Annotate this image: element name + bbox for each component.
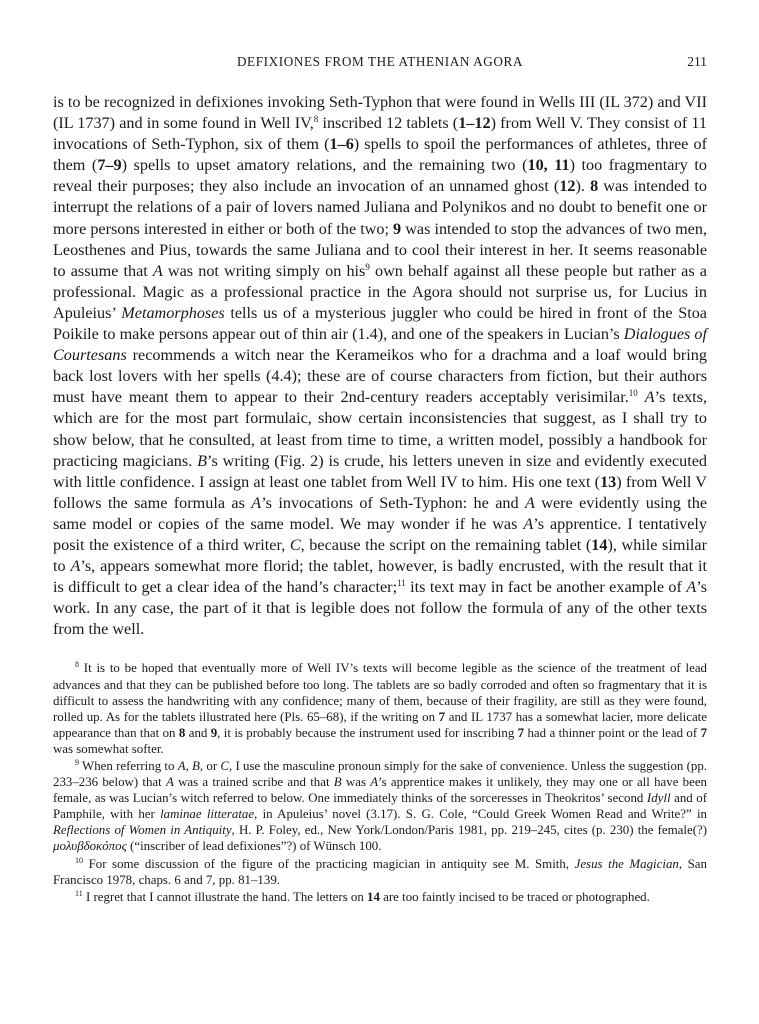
page-number: 211 [687, 54, 707, 69]
text-run: is to be recognized in defixiones invoking Seth-Typhon that were found in Wells III (IL 372) and VII (IL 1737) and in some found in Well IV, [53, 93, 707, 133]
footnote-marker: 8 [75, 660, 79, 670]
text-run: ’s texts, which are for the most part formulaic, show certain inconsistencies that suggest, as I shall try to show below, that he consulted, at least from time to time, a written model, possibly a handbook for practicing magicians. [53, 388, 708, 470]
italic-run: A [251, 493, 262, 512]
text-run: are too faintly incised to be traced or photographed. [379, 889, 650, 904]
tablet-number: 7–9 [97, 156, 122, 175]
document-page [53, 54, 707, 906]
text-run: When referring to [82, 759, 178, 773]
tablet-number: 10, 11 [527, 156, 570, 175]
italic-run: A [165, 775, 174, 790]
footnote-ref: 11 [397, 578, 406, 589]
text-run: ) spells to spoil the performances of athletes, three of them ( [53, 135, 707, 175]
text-run: and IL 1737 has a somewhat lacier, more delicate appearance than that on [53, 709, 707, 740]
italic-run: B [333, 775, 342, 790]
tablet-number: 8 [590, 177, 599, 196]
italic-run: C [289, 535, 301, 554]
tablet-number: 1–12 [458, 114, 491, 133]
text-run: ). [575, 177, 591, 196]
footnote-ref: 8 [313, 114, 319, 125]
text-run: was a trained scribe and that [173, 775, 334, 790]
italic-run: μολυβδοκόπος [53, 839, 127, 854]
text-run: were evidently using the same model or copies of the same model. We may wonder if he was [53, 493, 707, 533]
tablet-number: 7 [700, 725, 708, 740]
footnote-marker: 9 [75, 758, 79, 767]
tablet-number: 1–6 [329, 135, 354, 154]
text-run: (“inscriber of lead defixiones”?) of Wünsch 100. [126, 839, 382, 854]
running-title: DEFIXIONES FROM THE ATHENIAN AGORA [236, 54, 524, 69]
text-run: and [185, 725, 211, 740]
text-run: ) from Well V. They consist of 11 invocations of Seth-Typhon, six of them ( [53, 114, 707, 154]
text-run: For some discussion of the figure of the practicing magician in antiquity see M. Smith, [88, 856, 575, 871]
tablet-number: 14 [591, 535, 608, 554]
italic-run: A [370, 775, 379, 790]
footnote-11 [53, 889, 707, 905]
tablet-number: 7 [517, 725, 525, 740]
tablet-number: 7 [438, 709, 446, 724]
text-run: ’s, appears somewhat more florid; the tablet, however, is badly encrusted, with the result that it is difficult to get a clear idea of the hand’s character; [53, 557, 708, 597]
text-run: its text may in fact be another example of [405, 578, 687, 597]
text-run: , [185, 759, 193, 773]
text-run: I regret that I cannot illustrate the hand. The letters on [85, 889, 368, 904]
italic-run: A [152, 261, 163, 280]
italic-run: laminae litteratae [160, 807, 255, 822]
text-run: was intended to stop the advances of two men, Leosthenes and Pius, towards the same Juliana and to cool their interest in her. It seems reasonable to assume that [53, 219, 707, 280]
tablet-number: 14 [367, 889, 380, 904]
footnote-ref: 10 [628, 388, 638, 399]
body-paragraph [53, 92, 707, 640]
text-run: ’s apprentice makes it unlikely, they may one or all have been female, as was Lucian’s witch referred to below. One immediately thinks of the sorceresses in Theokritos’ second [53, 775, 707, 806]
italic-run: Reflections of Women in Antiquity [53, 823, 232, 838]
text-run: inscribed 12 tablets ( [318, 114, 459, 133]
italic-run: Jesus the Magician [574, 856, 679, 871]
text-run: , because the script on the remaining tablet ( [300, 535, 592, 554]
text-run: ’s apprentice. I tentatively posit the existence of a third writer, [53, 514, 708, 554]
text-run: was intended to interrupt the relations of a pair of lovers named Juliana and Polynikos and no doubt to benefit one or more persons interested in either or both of the two; [53, 177, 707, 238]
italic-run: Dialogues of Courtesans [53, 325, 707, 365]
text-run: was somewhat softer. [53, 741, 164, 756]
italic-run: C [220, 759, 229, 773]
text-run: was not writing simply on his [162, 261, 366, 280]
text-run: , I use the masculine pronoun simply for the sake of convenience. Unless the suggestion (pp. 233–236 below) that [53, 759, 708, 790]
text-run: ) from Well V follows the same formula as [53, 472, 708, 512]
footnote-10 [53, 856, 707, 888]
italic-run: Metamorphoses [121, 303, 225, 322]
text-run: ) spells to upset amatory relations, and the remaining two ( [121, 156, 528, 175]
text-run: tells us of a mysterious juggler who could be hired in front of the Stoa Poikile to make persons appear out of thin air (1.4), and one of the speakers in Lucian’s [53, 303, 707, 344]
italic-run: A [523, 514, 534, 533]
text-run: recommends a witch near the Kerameikos who for a drachma and a loaf would bring back lost lovers with her spells (4.4); these are of course characters from fiction, but their authors must have meant them to appear to their 2nd-century readers acceptably verisimilar. [53, 346, 707, 407]
italic-run: A [644, 388, 655, 407]
text-run: had a thinner point or the lead of [524, 725, 701, 740]
italic-run: A [525, 493, 535, 512]
text-run: , H. P. Foley, ed., New York/London/Paris 1981, pp. 219–245, cites (p. 230) the female(?) [231, 823, 708, 838]
text-run: own behalf against all these people but rather as a professional. Magic as a professional practice in the Agora should not surprise us, for Lucius in Apuleius’ [53, 261, 707, 322]
text-run: , in Apuleius’ novel (3.17). S. G. Cole, “Could Greek Women Read and Write?” in [254, 807, 707, 822]
footnotes [53, 660, 707, 904]
tablet-number: 9 [393, 219, 402, 238]
tablet-number: 9 [210, 725, 218, 740]
text-run: , San Francisco 1978, chaps. 6 and 7, pp. 81–139. [53, 856, 707, 887]
footnote-ref: 9 [365, 261, 370, 272]
italic-run: B [197, 451, 207, 470]
body-text [53, 92, 707, 640]
italic-run: A [177, 759, 186, 773]
footnote-marker: 10 [75, 855, 83, 865]
text-run: ’s work. In any case, the part of it that is legible does not follow the formula of any of the other texts from the well. [53, 578, 708, 639]
text-run: ’s writing (Fig. 2) is crude, his letters uneven in size and evidently executed with little confidence. I assign at least one tablet from Well IV to him. His one text ( [53, 451, 707, 491]
tablet-number: 8 [178, 725, 186, 740]
footnote-9 [53, 758, 707, 855]
text-run: It is to be hoped that eventually more of Well IV’s texts will become legible as the science of the treatment of lead advances and that they can be published before too long. The tablets are so badly corroded and often so fragmentary that it is difficult to assess the handwriting with any confidence; many of them, because of their fragility, are still as they were found, rolled up. As for the tablets illustrated here (Pls. 65–68), if the writing on [53, 661, 707, 724]
text-run: ) too fragmentary to reveal their purposes; they also include an invocation of an unnamed ghost ( [53, 156, 708, 196]
text-run: was [341, 775, 371, 790]
text-run: , it is probably because the instrument used for inscribing [217, 725, 518, 740]
italic-run: B [192, 759, 200, 773]
tablet-number: 13 [600, 472, 617, 491]
footnote-8 [53, 660, 707, 757]
text-run: , or [199, 759, 221, 773]
page-header [53, 54, 707, 76]
italic-run: A [686, 578, 697, 597]
text-run: and of Pamphile, with her [53, 791, 708, 822]
italic-run: Idyll [646, 791, 671, 806]
text-run: ), while similar to [53, 535, 708, 576]
text-run: ’s invocations of Seth-Typhon: he and [261, 493, 525, 512]
footnote-marker: 11 [75, 888, 83, 898]
italic-run: A [70, 557, 81, 576]
tablet-number: 12 [559, 177, 576, 196]
text-run [638, 388, 645, 406]
